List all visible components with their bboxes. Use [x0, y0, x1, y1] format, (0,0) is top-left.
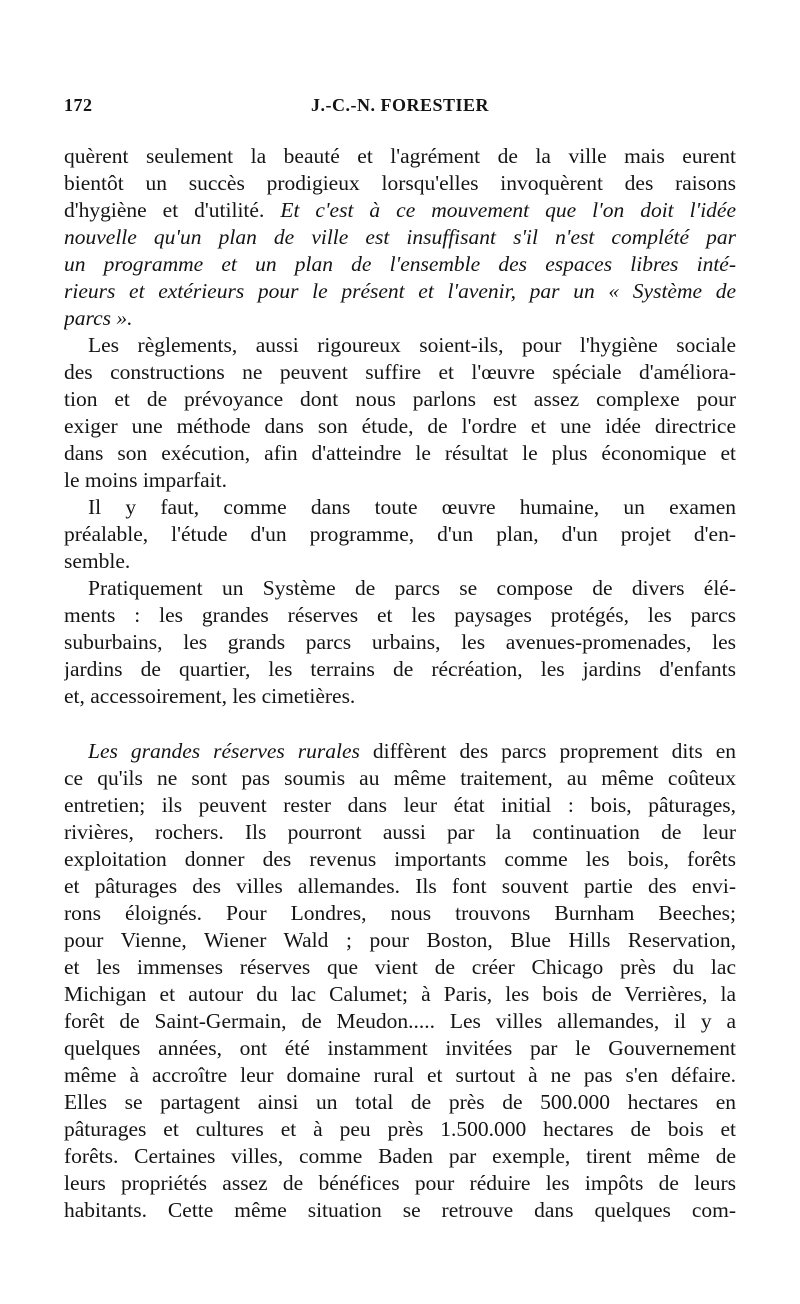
- text-line: nouvelle qu'un plan de ville est insuffisant s'il n'est complété par: [64, 225, 736, 249]
- text-line: pâturages et cultures et à peu près 1.500.000 hectares de bois et: [64, 1117, 736, 1141]
- text-line: Elles se partagent ainsi un total de près de 500.000 hectares en: [64, 1090, 736, 1114]
- text-line: habitants. Cette même situation se retrouve dans quelques com-: [64, 1198, 736, 1222]
- text-line: rieurs et extérieurs pour le présent et l'avenir, par un « Système de: [64, 279, 736, 303]
- text-line: jardins de quartier, les terrains de récréation, les jardins d'enfants: [64, 657, 736, 681]
- page-number: 172: [64, 95, 93, 115]
- text-line: forêt de Saint-Germain, de Meudon..... Les villes allemandes, il y a: [64, 1009, 736, 1033]
- text-line: préalable, l'étude d'un programme, d'un plan, d'un projet d'en-: [64, 522, 736, 546]
- text-line: Pratiquement un Système de parcs se compose de divers élé-: [88, 576, 736, 600]
- text-line: quèrent seulement la beauté et l'agrément de la ville mais eurent: [64, 144, 736, 168]
- text-line: des constructions ne peuvent suffire et l'œuvre spéciale d'améliora-: [64, 360, 736, 384]
- text-line: dans son exécution, afin d'atteindre le résultat le plus économique et: [64, 441, 736, 465]
- text-line: ments : les grandes réserves et les paysages protégés, les parcs: [64, 603, 736, 627]
- text-line: parcs ».: [64, 306, 133, 330]
- text-line: exiger une méthode dans son étude, de l'ordre et une idée directrice: [64, 414, 736, 438]
- text-line: tion et de prévoyance dont nous parlons est assez complexe pour: [64, 387, 736, 411]
- text-line: un programme et un plan de l'ensemble des espaces libres inté-: [64, 252, 736, 276]
- running-title: J.-C.-N. FORESTIER: [310, 95, 489, 115]
- text-line: entretien; ils peuvent rester dans leur état initial : bois, pâturages,: [64, 793, 736, 817]
- text-line: Les règlements, aussi rigoureux soient-ils, pour l'hygiène sociale: [88, 333, 736, 357]
- text-line: Il y faut, comme dans toute œuvre humaine, un examen: [88, 495, 736, 519]
- text-line: suburbains, les grands parcs urbains, les avenues-promenades, les: [64, 630, 736, 654]
- text-line: le moins imparfait.: [64, 468, 228, 492]
- text-line: leurs propriétés assez de bénéfices pour réduire les impôts de leurs: [64, 1171, 736, 1195]
- text-line: forêts. Certaines villes, comme Baden par exemple, tirent même de: [64, 1144, 736, 1168]
- text-line: ce qu'ils ne sont pas soumis au même traitement, au même coûteux: [64, 766, 736, 790]
- text-line: semble.: [64, 549, 131, 573]
- text-line: et les immenses réserves que vient de créer Chicago près du lac: [64, 955, 736, 979]
- text-line: rivières, rochers. Ils pourront aussi par la continuation de leur: [64, 820, 736, 844]
- text-line: même à accroître leur domaine rural et surtout à ne pas s'en défaire.: [64, 1063, 736, 1087]
- text-line: pour Vienne, Wiener Wald ; pour Boston, Blue Hills Reservation,: [64, 928, 736, 952]
- text-line: et, accessoirement, les cimetières.: [64, 684, 356, 708]
- text-line: Michigan et autour du lac Calumet; à Paris, les bois de Verrières, la: [64, 982, 736, 1006]
- text-line: Les grandes réserves rurales diffèrent des parcs proprement dits en: [88, 739, 736, 763]
- text-line: et pâturages des villes allemandes. Ils font souvent partie des envi-: [64, 874, 736, 898]
- text-line: exploitation donner des revenus importants comme les bois, forêts: [64, 847, 736, 871]
- text-line: quelques années, ont été instamment invitées par le Gouvernement: [64, 1036, 736, 1060]
- text-line: rons éloignés. Pour Londres, nous trouvons Burnham Beeches;: [64, 901, 736, 925]
- text-line: bientôt un succès prodigieux lorsqu'elles invoquèrent des raisons: [64, 171, 736, 195]
- text-line: d'hygiène et d'utilité. Et c'est à ce mouvement que l'on doit l'idée: [64, 198, 736, 222]
